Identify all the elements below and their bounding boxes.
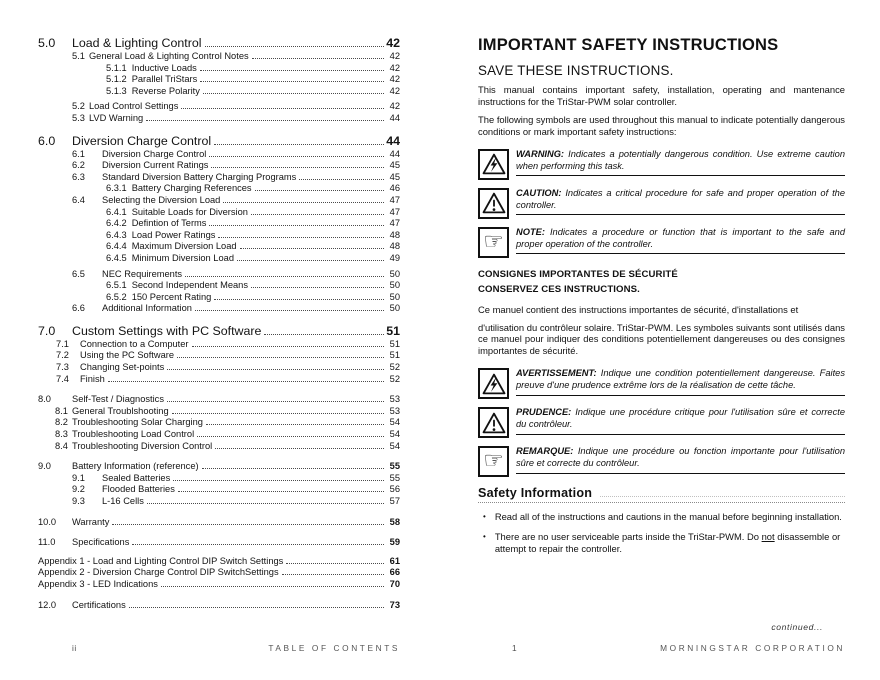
warning-text: REMARQUE: Indique une procédure ou fonction importante pour l'utilisation sûre et correcte du contrôleur.	[516, 446, 845, 474]
toc-row	[38, 63, 400, 75]
toc-entry-label: Flooded Batteries	[102, 484, 175, 495]
toc-row	[38, 253, 400, 265]
toc-entry-page-number: 52	[389, 373, 400, 384]
toc-entry-number: 8.2	[55, 417, 68, 428]
toc-row	[38, 394, 400, 406]
toc-entry-number: 6.4.5	[106, 252, 127, 263]
toc-entry-number: 5.1.3	[106, 85, 127, 96]
toc-row	[38, 230, 400, 242]
toc-entry-page-number: 47	[389, 194, 400, 205]
toc-entry-label: L-16 Cells	[102, 496, 144, 506]
toc-row	[38, 134, 400, 149]
dot-leader	[197, 436, 384, 437]
toc-entry-page-number: 44	[389, 112, 400, 123]
bullet-text	[495, 531, 845, 555]
toc-row	[38, 218, 400, 230]
french-paragraph-2: d'utilisation du contrôleur solaire. TriStar-PWM. Les symboles suivants sont utilisés dans ce manuel pour indiquer des conditions potentiellement dangereuses ou des consignes importantes de sécurité.	[478, 321, 845, 357]
toc-entry-page-number: 42	[389, 62, 400, 73]
toc-entry-number: 5.1	[72, 51, 85, 61]
toc-entry-page-number: 42	[386, 36, 400, 50]
toc-row	[38, 303, 400, 315]
dot-leader	[203, 93, 384, 94]
toc-entry-number: 9.2	[72, 484, 85, 495]
toc-entry-label: NEC Requirements	[102, 268, 183, 279]
dot-leader	[240, 248, 384, 249]
toc-row	[38, 461, 400, 473]
warning-keyword: NOTE:	[516, 226, 550, 237]
toc-entry-page-number: 45	[389, 160, 400, 171]
toc-entry-label: Selecting the Diversion Load	[102, 194, 221, 205]
prudence-box	[478, 407, 845, 438]
toc-row	[38, 362, 400, 374]
toc-entry-number: 6.4.2	[106, 218, 127, 229]
dot-leader	[172, 413, 384, 414]
toc-entry-label: LVD Warning	[88, 112, 144, 123]
dot-leader	[218, 237, 384, 238]
safety-bullet-item	[478, 511, 845, 523]
toc-entry-label: Battery Charging References	[131, 183, 252, 194]
toc-entry-number: 9.1	[72, 472, 85, 483]
dot-leader	[299, 179, 384, 180]
dot-leader	[181, 108, 384, 109]
toc-row	[38, 556, 400, 568]
warning-text: WARNING: Indicates a potentially dangerous condition. Use extreme caution when performing this task.	[516, 149, 845, 177]
toc-entry-label: Additional Information	[102, 303, 192, 314]
toc-entry-number: 6.5.1	[106, 280, 127, 291]
toc-entry-page-number: 50	[389, 280, 400, 291]
toc-entry-number: 5.1.2	[106, 74, 127, 85]
warning-keyword: REMARQUE:	[516, 446, 578, 457]
toc-entry-number: 8.4	[55, 440, 68, 451]
toc-entry-page-number: 44	[389, 148, 400, 159]
toc-row	[38, 579, 400, 591]
safety-information-heading: Safety Information	[478, 486, 593, 501]
toc-entry-number: 6.4.3	[106, 229, 127, 240]
toc-entry-label: 150 Percent Rating	[131, 291, 212, 302]
toc-entry-number: 6.6	[72, 303, 85, 314]
toc-entry-page-number: 54	[389, 429, 400, 440]
toc-entry-label: Changing Set-points	[80, 362, 165, 373]
toc-entry-page-number: 61	[389, 555, 400, 566]
toc-row	[38, 269, 400, 281]
toc-entry-page-number: 56	[389, 484, 400, 495]
french-heading-2: CONSERVEZ CES INSTRUCTIONS.	[478, 284, 640, 296]
toc-entry-page-number: 46	[389, 183, 400, 194]
french-paragraph-1: Ce manuel contient des instructions importantes de sécurité, d'installations et	[478, 303, 799, 315]
dot-leader	[200, 81, 384, 82]
toc-entry-label: Troubleshooting Load Control	[72, 429, 195, 440]
toc-entry-label: Appendix 2 - Diversion Charge Control DIP SwitchSettings	[38, 567, 279, 578]
toc-entry-label: Certifications	[72, 599, 126, 610]
dotted-rule	[478, 502, 845, 503]
toc-entry-number: 7.2	[56, 350, 69, 361]
safety-footer	[478, 643, 845, 653]
toc-row	[38, 567, 400, 579]
dot-leader	[177, 357, 384, 358]
toc-entry-label: Second Independent Means	[131, 280, 248, 291]
dot-leader	[223, 202, 384, 203]
bullet-text	[495, 511, 842, 523]
dot-leader	[108, 381, 384, 382]
toc-entry-label: Warranty	[72, 516, 110, 527]
toc-entry-number: 7.1	[56, 338, 69, 349]
dot-leader	[185, 276, 384, 277]
exclamation-triangle-icon	[478, 188, 509, 219]
toc-entry-label: Maximum Diversion Load	[131, 241, 237, 252]
toc-entry-number: 6.4.1	[106, 206, 127, 217]
page-title: IMPORTANT SAFETY INSTRUCTIONS	[478, 36, 779, 54]
footer-title-right: MORNINGSTAR CORPORATION	[660, 643, 845, 653]
toc-row	[38, 183, 400, 195]
dot-leader	[173, 480, 384, 481]
toc-entry-label: Connection to a Computer	[80, 338, 189, 349]
dot-leader	[202, 468, 384, 469]
text-segment: not	[761, 531, 775, 543]
toc-entry-page-number: 48	[389, 241, 400, 252]
toc-entry-page-number: 44	[386, 133, 400, 148]
warning-text: PRUDENCE: Indique une procédure critique pour l'utilisation sûre et correcte du contrôleur.	[516, 407, 845, 435]
toc-entry-page-number: 47	[389, 218, 400, 229]
french-heading-1: CONSIGNES IMPORTANTES DE SÉCURITÉ	[478, 268, 678, 280]
toc-entry-number: 5.1.1	[106, 62, 127, 73]
toc-entry-number: 6.4.4	[106, 241, 127, 252]
toc-entry-number: 7.4	[56, 373, 69, 384]
dot-leader	[209, 225, 384, 226]
avertissement-box	[478, 368, 845, 399]
toc-entry-label: Troubleshooting Diversion Control	[72, 440, 213, 451]
toc-row	[38, 441, 400, 453]
toc-entry-label: Inductive Loads	[131, 62, 197, 73]
safety-bullet-item	[478, 531, 845, 555]
toc-entry-page-number: 52	[389, 362, 400, 373]
toc-entry-label: Reverse Polarity	[131, 85, 200, 96]
dot-leader	[215, 448, 384, 449]
toc-row	[38, 374, 400, 386]
toc-entry-number: 7.0	[38, 323, 56, 338]
toc-row	[38, 195, 400, 207]
toc-entry-number: 10.0	[38, 516, 57, 527]
dot-leader	[264, 334, 384, 335]
dot-leader	[178, 491, 384, 492]
warning-keyword: PRUDENCE:	[516, 407, 576, 418]
dot-leader	[206, 424, 384, 425]
warning-text: AVERTISSEMENT: Indique une condition potentiellement dangereuse. Faites preuve d'une prudence extrême lors de la réalisation de cette tâche.	[516, 368, 845, 396]
safety-bullet-list	[478, 511, 845, 555]
toc-entry-number: 12.0	[38, 599, 57, 610]
caution-box	[478, 188, 845, 219]
toc-row	[38, 496, 400, 508]
toc-entry-label: Parallel TriStars	[131, 74, 198, 85]
toc-entry-page-number: 54	[389, 440, 400, 451]
dot-leader	[147, 503, 384, 504]
toc-entry-number: 8.0	[38, 394, 51, 405]
save-instructions-heading: SAVE THESE INSTRUCTIONS.	[478, 63, 674, 78]
toc-row	[38, 517, 400, 529]
toc-entry-number: 9.3	[72, 496, 85, 506]
toc-row	[38, 160, 400, 172]
dot-leader	[255, 190, 384, 191]
lightning-bolt-triangle-icon	[478, 368, 509, 399]
toc-entry-label: Specifications	[72, 537, 130, 548]
pointing-hand-icon: ☞	[478, 446, 509, 477]
warning-box	[478, 149, 845, 180]
dot-leader	[146, 120, 384, 121]
toc-entry-label: Self-Test / Diagnostics	[72, 394, 164, 405]
toc-entry-label: Appendix 3 - LED Indications	[38, 578, 158, 589]
toc-row	[38, 292, 400, 304]
french-headings	[478, 267, 845, 298]
footer-title-left: TABLE OF CONTENTS	[268, 643, 400, 653]
dot-leader	[167, 369, 384, 370]
dot-leader	[167, 401, 384, 402]
toc-row	[38, 241, 400, 253]
toc-entry-number: 5.2	[72, 101, 85, 112]
toc-row	[38, 113, 400, 125]
toc-entry-label: Defintion of Terms	[131, 218, 207, 229]
toc-entry-page-number: 51	[389, 338, 400, 349]
dot-leader	[237, 260, 384, 261]
warning-keyword: CAUTION:	[516, 187, 566, 198]
toc-entry-page-number: 49	[389, 252, 400, 263]
warning-list-english	[478, 149, 845, 258]
toc-entry-number: 8.3	[55, 429, 68, 440]
toc-row	[38, 484, 400, 496]
warning-keyword: WARNING:	[516, 148, 569, 159]
toc-entry-page-number: 48	[389, 229, 400, 240]
toc-entry-number: 11.0	[38, 537, 56, 548]
toc-entry-number: 6.2	[72, 160, 85, 171]
toc-entry-label: General Troublshooting	[72, 405, 169, 416]
toc-entry-number: 6.4	[72, 194, 85, 205]
toc-entry-number: 8.1	[55, 405, 68, 416]
toc-entry-page-number: 47	[389, 206, 400, 217]
dot-leader	[214, 144, 384, 145]
toc-entry-page-number: 55	[389, 472, 400, 483]
toc-entry-page-number: 42	[389, 51, 400, 61]
toc-row	[38, 280, 400, 292]
toc-entry-page-number: 73	[389, 599, 400, 610]
toc-entry-number: 5.3	[72, 112, 85, 123]
page-number-right: 1	[512, 643, 518, 653]
toc-entry-page-number: 66	[389, 567, 400, 578]
toc-entry-number: 6.5	[72, 268, 85, 279]
toc-entry-label: Minimum Diversion Load	[131, 252, 234, 263]
toc-entry-number: 5.0	[38, 36, 56, 50]
toc-entry-number: 7.3	[56, 362, 69, 373]
toc-entry-label: Troubleshooting Solar Charging	[72, 417, 203, 428]
toc-entry-label: Custom Settings with PC Software	[72, 323, 262, 338]
toc-row	[38, 473, 400, 485]
warning-text: CAUTION: Indicates a critical procedure for safe and proper operation of the controller.	[516, 188, 845, 216]
safety-information-heading-row	[478, 486, 845, 500]
dot-leader	[214, 299, 384, 300]
toc-entry-page-number: 53	[389, 405, 400, 416]
toc-row	[38, 207, 400, 219]
toc-row	[38, 86, 400, 98]
intro-paragraph-2: The following symbols are used throughout this manual to indicate potentially dangerous conditions or mark important safety instructions:	[478, 113, 845, 137]
dot-leader	[209, 156, 384, 157]
toc-row	[38, 537, 400, 549]
toc-entry-page-number: 59	[389, 537, 400, 548]
toc-entry-page-number: 42	[389, 85, 400, 96]
toc-entry-page-number: 70	[389, 578, 400, 589]
toc-entry-page-number: 50	[389, 268, 400, 279]
bullet-icon: •	[483, 532, 486, 542]
dot-leader	[200, 70, 384, 71]
toc-entry-page-number: 54	[389, 417, 400, 428]
toc-row	[38, 406, 400, 418]
dot-leader	[192, 346, 384, 347]
dot-leader	[282, 574, 384, 575]
toc-entry-label: General Load & Lighting Control Notes	[88, 51, 249, 61]
toc-row	[38, 417, 400, 429]
toc-row	[38, 149, 400, 161]
page-number-left: ii	[72, 643, 77, 653]
toc-entry-label: Standard Diversion Battery Charging Programs	[102, 171, 297, 182]
toc-entry-number: 9.0	[38, 461, 51, 472]
pointing-hand-icon: ☞	[478, 227, 509, 258]
toc-entry-page-number: 50	[389, 303, 400, 314]
toc-page	[38, 36, 400, 653]
dot-leader	[252, 58, 384, 59]
toc-row	[38, 350, 400, 362]
toc-entry-label: Suitable Loads for Diversion	[131, 206, 248, 217]
dot-leader	[161, 586, 384, 587]
toc-entry-page-number: 50	[389, 291, 400, 302]
exclamation-triangle-icon	[478, 407, 509, 438]
toc-row	[38, 51, 400, 63]
toc-entry-page-number: 53	[389, 394, 400, 405]
lightning-bolt-triangle-icon	[478, 149, 509, 180]
dotted-filler	[600, 496, 845, 497]
toc-footer	[38, 643, 400, 653]
toc-list	[38, 36, 400, 611]
dot-leader	[112, 524, 384, 525]
toc-entry-number: 6.0	[38, 133, 56, 148]
intro-paragraph-1: This manual contains important safety, installation, operating and mantenance instructions for the TriStar-PWM solar controller.	[478, 84, 845, 107]
toc-entry-number: 6.5.2	[106, 291, 127, 302]
dot-leader	[286, 563, 384, 564]
dot-leader	[129, 607, 384, 608]
toc-entry-number: 6.1	[72, 148, 85, 159]
toc-entry-label: Load & Lighting Control	[72, 36, 202, 50]
text-segment: disassemble or attempt to repair the controller.	[494, 531, 841, 555]
toc-entry-page-number: 51	[386, 323, 400, 338]
toc-row	[38, 101, 400, 113]
toc-entry-page-number: 42	[389, 74, 400, 85]
toc-entry-label: Diversion Charge Control	[72, 133, 212, 148]
dot-leader	[132, 544, 384, 545]
dot-leader	[195, 310, 384, 311]
dot-leader	[251, 287, 384, 288]
toc-row	[38, 74, 400, 86]
remarque-box	[478, 446, 845, 477]
toc-entry-page-number: 57	[389, 496, 400, 506]
toc-entry-label: Using the PC Software	[80, 350, 175, 361]
dot-leader	[211, 167, 384, 168]
toc-entry-page-number: 58	[389, 516, 400, 527]
toc-entry-label: Diversion Current Ratings	[102, 160, 209, 171]
dot-leader	[205, 46, 384, 47]
toc-row	[38, 339, 400, 351]
warning-text: NOTE: Indicates a procedure or function that is important to the safe and proper operation of the controller.	[516, 227, 845, 255]
toc-entry-page-number: 45	[389, 171, 400, 182]
toc-entry-label: Appendix 1 - Load and Lighting Control DIP Switch Settings	[38, 555, 284, 566]
warning-list-french	[478, 368, 845, 477]
dot-leader	[251, 214, 384, 215]
toc-row	[38, 429, 400, 441]
toc-row	[38, 324, 400, 339]
bullet-icon: •	[483, 512, 486, 522]
toc-entry-label: Battery Information (reference)	[72, 461, 199, 472]
toc-entry-label: Finish	[80, 373, 105, 384]
toc-entry-page-number: 42	[389, 101, 400, 112]
toc-row	[38, 36, 400, 51]
toc-entry-number: 6.3	[72, 171, 85, 182]
toc-row	[38, 172, 400, 184]
toc-entry-label: Sealed Batteries	[102, 472, 171, 483]
toc-entry-label: Load Control Settings	[88, 101, 179, 112]
safety-page	[478, 36, 845, 653]
toc-row	[38, 600, 400, 612]
warning-keyword: AVERTISSEMENT:	[516, 368, 601, 379]
text-segment: Read all of the instructions and cautions in the manual before beginning installation.	[494, 511, 842, 523]
note-box	[478, 227, 845, 258]
toc-entry-page-number: 55	[389, 461, 400, 472]
toc-entry-label: Load Power Ratings	[131, 229, 216, 240]
toc-entry-label: Diversion Charge Control	[102, 148, 207, 159]
toc-entry-page-number: 51	[389, 350, 400, 361]
toc-entry-number: 6.3.1	[106, 183, 127, 194]
continued-note: continued...	[771, 622, 823, 632]
text-segment: There are no user serviceable parts inside the TriStar-PWM. Do	[494, 531, 762, 543]
